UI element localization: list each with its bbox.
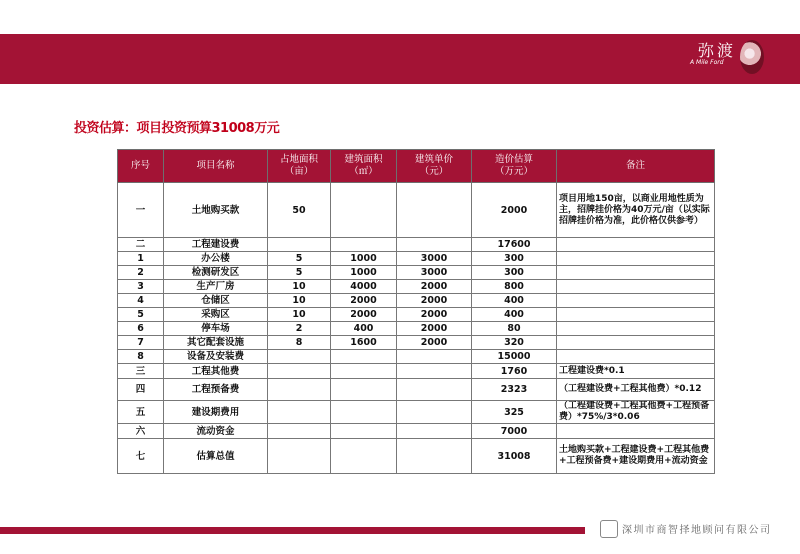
company-logo-icon [600,520,618,538]
table-cell [397,364,472,379]
table-cell [331,364,397,379]
table-cell [268,350,331,364]
table-cell: 5 [118,308,164,322]
table-cell: 估算总值 [164,439,268,474]
logo-subtitle: A Mile Ford [690,59,724,66]
table-cell [557,336,715,350]
table-row [118,308,715,322]
table-row [118,252,715,266]
table-cell: 5 [268,266,331,280]
table-cell: （工程建设费+工程其他费）*0.12 [557,379,715,401]
table-cell [557,350,715,364]
table-cell: 土地购买款 [164,183,268,238]
header-cell: 项目名称 [164,150,268,183]
header-cell: 造价估算 （万元） [472,150,557,183]
table-cell: 10 [268,280,331,294]
table-cell: 2000 [331,308,397,322]
table-row [118,439,715,474]
table-cell: 3000 [397,266,472,280]
table-cell: （工程建设费+工程其他费+工程预备费）*75%/3*0.06 [557,401,715,424]
table-cell: 800 [472,280,557,294]
table-cell: 1 [118,252,164,266]
header-banner [0,34,800,84]
table-cell: 土地购买款+工程建设费+工程其他费+工程预备费+建设期费用+流动资金 [557,439,715,474]
table-cell: 300 [472,252,557,266]
table-cell [557,308,715,322]
table-cell: 1600 [331,336,397,350]
table-row [118,183,715,238]
footer-company: 深圳市商智择地顾问有限公司 [622,525,772,536]
table-cell: 400 [331,322,397,336]
table-cell [331,439,397,474]
table-row [118,364,715,379]
table-cell: 设备及安装费 [164,350,268,364]
table-cell [557,322,715,336]
table-row [118,424,715,439]
header-cell: 占地面积 （亩） [268,150,331,183]
table-cell [331,379,397,401]
table-row [118,294,715,308]
table-cell [557,280,715,294]
table-cell: 8 [268,336,331,350]
table-cell: 生产厂房 [164,280,268,294]
table-row [118,280,715,294]
header-cell: 建筑单价 （元） [397,150,472,183]
table-cell [268,401,331,424]
table-cell: 1000 [331,266,397,280]
page-title: 投资估算：项目投资预算31008万元 [74,121,280,136]
table-cell [397,350,472,364]
table-cell: 2323 [472,379,557,401]
table-cell: 8 [118,350,164,364]
table-cell: 采购区 [164,308,268,322]
table-cell [397,238,472,252]
table-cell: 50 [268,183,331,238]
table-header-row [118,150,715,183]
logo-emblem-icon [740,40,764,74]
table-cell: 仓储区 [164,294,268,308]
table-cell [557,252,715,266]
table-cell [397,424,472,439]
table-cell [331,401,397,424]
table-cell [557,238,715,252]
table-cell [331,424,397,439]
table-row [118,401,715,424]
table-cell [268,439,331,474]
table-cell: 400 [472,294,557,308]
table-cell [397,183,472,238]
table-cell: 2000 [397,322,472,336]
logo-text: 弥渡 [698,41,737,60]
table-cell: 2000 [397,308,472,322]
table-cell: 300 [472,266,557,280]
table-cell [397,439,472,474]
table-cell: 2 [268,322,331,336]
header-cell: 序号 [118,150,164,183]
table-cell: 二 [118,238,164,252]
table-cell [557,294,715,308]
table-cell: 2000 [472,183,557,238]
table-cell: 工程其他费 [164,364,268,379]
table-cell: 7000 [472,424,557,439]
table-cell [557,266,715,280]
table-cell: 2000 [331,294,397,308]
table-cell: 项目用地150亩，以商业用地性质为主，招牌挂价格为40万元/亩（以实际招牌挂价格为准，此价格仅供参考） [557,183,715,238]
table-cell: 5 [268,252,331,266]
table-cell: 325 [472,401,557,424]
table-cell: 15000 [472,350,557,364]
table-row [118,266,715,280]
table-row [118,336,715,350]
table-cell: 办公楼 [164,252,268,266]
table-cell: 建设期费用 [164,401,268,424]
footer-bar [0,527,585,534]
table-cell: 五 [118,401,164,424]
table-cell: 2000 [397,294,472,308]
table-cell: 检测研发区 [164,266,268,280]
table-cell: 2000 [397,336,472,350]
table-cell [397,401,472,424]
table-cell [268,238,331,252]
table-row [118,350,715,364]
table-cell: 400 [472,308,557,322]
table-cell: 工程预备费 [164,379,268,401]
table-cell: 工程建设费 [164,238,268,252]
table-cell: 17600 [472,238,557,252]
header-cell: 建筑面积 （㎡） [331,150,397,183]
table-cell [331,238,397,252]
table-cell [557,424,715,439]
table-cell: 10 [268,294,331,308]
table-cell: 10 [268,308,331,322]
table-cell: 三 [118,364,164,379]
header-cell: 备注 [557,150,715,183]
table-cell: 其它配套设施 [164,336,268,350]
table-row [118,379,715,401]
table-cell: 七 [118,439,164,474]
table-cell [268,424,331,439]
table-cell: 2000 [397,280,472,294]
table-cell: 80 [472,322,557,336]
table-cell: 六 [118,424,164,439]
table-cell [397,379,472,401]
investment-table [117,149,715,474]
table-cell: 1000 [331,252,397,266]
table-cell: 四 [118,379,164,401]
table-cell [268,364,331,379]
table-cell: 4000 [331,280,397,294]
table-cell: 停车场 [164,322,268,336]
table-cell: 6 [118,322,164,336]
table-cell: 3000 [397,252,472,266]
table-cell: 3 [118,280,164,294]
table-cell [331,183,397,238]
table-cell: 工程建设费*0.1 [557,364,715,379]
table-row [118,322,715,336]
table-cell: 320 [472,336,557,350]
table-cell: 1760 [472,364,557,379]
table-cell [331,350,397,364]
table-cell: 31008 [472,439,557,474]
table-cell: 4 [118,294,164,308]
table-cell: 一 [118,183,164,238]
table-row [118,238,715,252]
table-cell [268,379,331,401]
table-cell: 流动资金 [164,424,268,439]
table-cell: 7 [118,336,164,350]
table-cell: 2 [118,266,164,280]
